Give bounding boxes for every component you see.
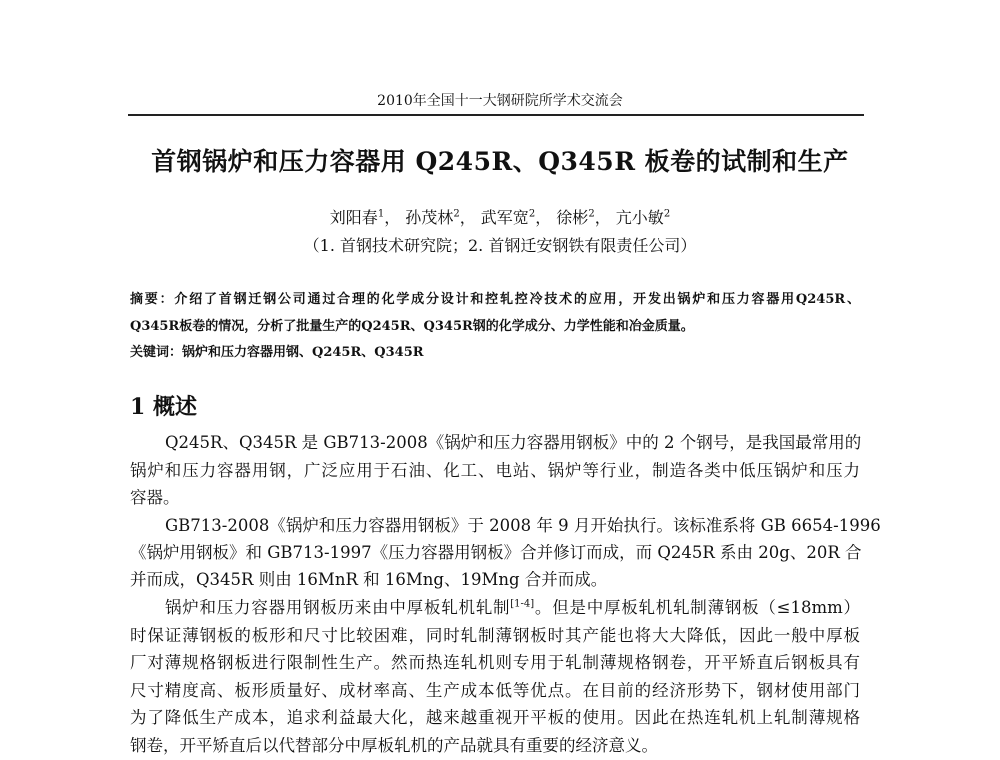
- separator: ，: [594, 208, 611, 227]
- author: 孙茂林: [405, 208, 454, 227]
- affiliations: （1. 首钢技术研究院；2. 首钢迁安钢铁有限责任公司）: [303, 236, 697, 255]
- author-affiliation-mark: 2: [528, 208, 536, 220]
- body-line: GB713-2008《锅炉和压力容器用钢板》于 2008 年 9 月开始执行。该标准系将 GB 6654-1996: [165, 516, 881, 535]
- keywords-label: 关键词：: [130, 345, 183, 360]
- author-affiliation-mark: 1: [377, 208, 385, 220]
- separator: ，: [459, 208, 476, 227]
- citation-ref: [1-4]: [510, 598, 535, 610]
- abstract-text: 介绍了首钢迁钢公司通过合理的化学成分设计和控轧控冷技术的应用，开发出锅炉和压力容器用Q245R、: [174, 292, 860, 307]
- body-line: 为了降低生产成本，追求利益最大化，越来越重视开平板的使用。因此在热连轧机上轧制薄规格: [130, 708, 860, 727]
- author: 亢小敏: [615, 208, 664, 227]
- author-affiliation-mark: 2: [588, 208, 595, 220]
- author: 刘阳春: [329, 208, 378, 227]
- body-text: 。但是中厚板轧机轧制薄钢板（≤18mm）: [534, 598, 860, 617]
- author: 徐彬: [556, 208, 589, 227]
- keywords-line: [130, 341, 860, 360]
- abstract-line: Q345R板卷的情况，分析了批量生产的Q245R、Q345R钢的化学成分、力学性能和冶金质量。: [130, 319, 694, 334]
- section-heading: 1 概述: [130, 394, 197, 420]
- running-header: 2010年全国十一大钢研院所学术交流会: [377, 93, 623, 109]
- separator: ，: [384, 208, 401, 227]
- author-list: [0, 205, 1000, 228]
- separator: ，: [535, 208, 552, 227]
- keywords-text: 锅炉和压力容器用钢、Q245R、Q345R: [182, 345, 424, 360]
- body-line: 厂对薄规格钢板进行限制性生产。然而热连轧机则专用于轧制薄规格钢卷，开平矫直后钢板具有: [130, 653, 860, 672]
- body-line: 《锅炉用钢板》和 GB713-1997《压力容器用钢板》合并修订而成，而 Q245R 系由 20g、20R 合: [130, 543, 862, 562]
- author-affiliation-mark: 2: [453, 208, 460, 220]
- body-line: Q245R、Q345R 是 GB713-2008《锅炉和压力容器用钢板》中的 2 个钢号，是我国最常用的: [165, 433, 862, 452]
- abstract-line: [130, 288, 860, 307]
- body-line: 并而成，Q345R 则由 16MnR 和 16Mng、19Mng 合并而成。: [130, 570, 608, 589]
- author-affiliation-mark: 2: [663, 208, 671, 220]
- body-line: 容器。: [130, 488, 180, 507]
- abstract-label: 摘要：: [130, 292, 175, 307]
- body-line: 锅炉和压力容器用钢，广泛应用于石油、化工、电站、锅炉等行业，制造各类中低压锅炉和压力: [130, 461, 860, 480]
- body-text: 锅炉和压力容器用钢板历来由中厚板轧机轧制: [165, 598, 511, 617]
- body-line: 钢卷，开平矫直后以代替部分中厚板轧机的产品就具有重要的经济意义。: [130, 736, 658, 755]
- body-line: 尺寸精度高、板形质量好、成材率高、生产成本低等优点。在目前的经济形势下，钢材使用部门: [130, 681, 860, 700]
- author: 武军宽: [480, 208, 529, 227]
- body-line: [165, 594, 860, 618]
- body-line: 时保证薄钢板的板形和尺寸比较困难，同时轧制薄钢板时其产能也将大大降低，因此一般中厚板: [130, 626, 860, 645]
- paper-title: 首钢锅炉和压力容器用 Q245R、Q345R 板卷的试制和生产: [151, 147, 849, 176]
- header-rule: [128, 114, 864, 116]
